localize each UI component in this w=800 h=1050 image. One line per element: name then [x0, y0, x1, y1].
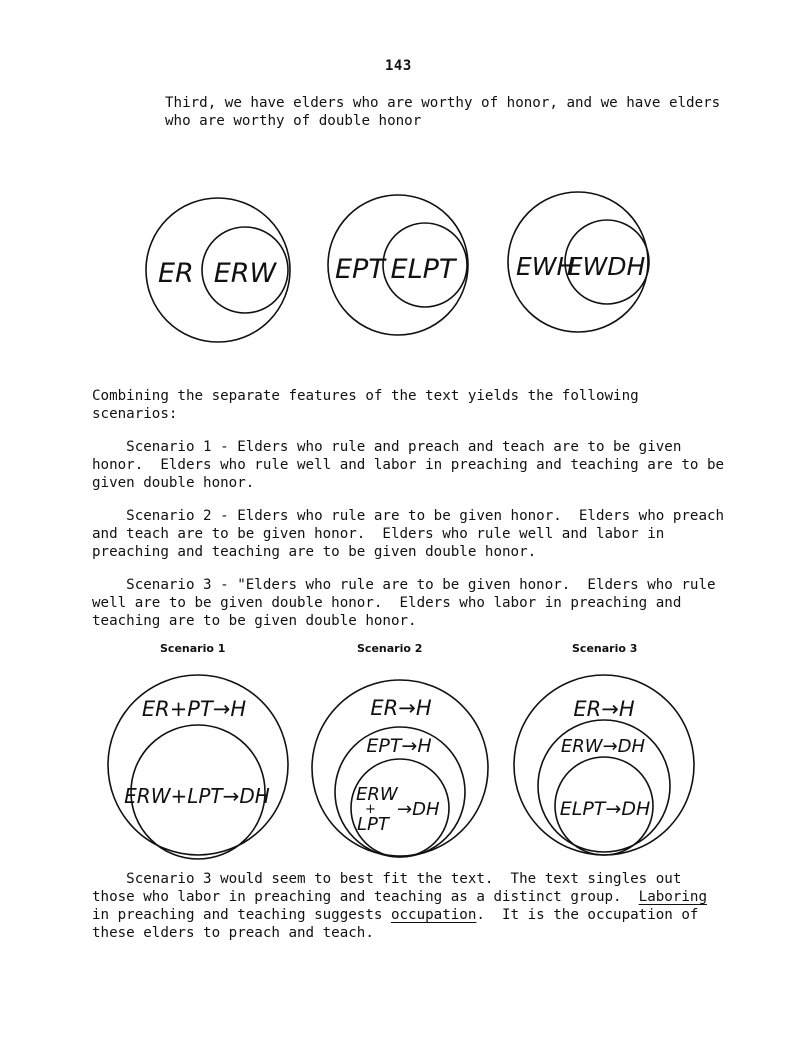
scenario-1-line: given double honor. [92, 475, 255, 491]
outer-set-label: EPT [335, 254, 385, 285]
inner-set-label-plus: + [365, 802, 376, 817]
intro-line: who are worthy of double honor [165, 113, 422, 129]
conclusion-line-part: those who labor in preaching and teaching as a distinct group. [92, 889, 639, 905]
scenario-3-diagram [514, 675, 694, 855]
outer-set-label: ER→H [370, 696, 432, 720]
scenario-2-paragraph [92, 507, 724, 561]
middle-set-label: EPT→H [366, 735, 432, 757]
diagram-elders-rule [146, 198, 290, 342]
inner-set-label: ERW [213, 258, 277, 289]
scenario-2-line: and teach are to be given honor. Elders who rule well and labor in [92, 526, 665, 542]
scenario-3-paragraph [92, 576, 716, 630]
scenario-2-line: preaching and teaching are to be given double honor. [92, 544, 537, 560]
combining-line: Combining the separate features of the text yields the following [92, 388, 639, 404]
inner-set-label: EWDH [566, 252, 646, 281]
intro-line: Third, we have elders who are worthy of honor, and we have elders [165, 95, 721, 111]
combining-line: scenarios: [92, 406, 178, 422]
scenario-2-diagram [312, 680, 488, 857]
underlined-term: Laboring [638, 889, 708, 905]
scenario-3-title: Scenario 3 [572, 642, 638, 655]
scenario-1-line: Scenario 1 - Elders who rule and preach and teach are to be given [92, 439, 682, 455]
page-number: 143 [385, 58, 412, 74]
outer-set-label: EWH [516, 252, 576, 281]
scenario-3-line: well are to be given double honor. Elders who labor in preaching and [92, 595, 682, 611]
inner-set-label: ELPT [390, 254, 456, 285]
diagram-elders-worthy-honor [508, 192, 649, 332]
scenario-1-title: Scenario 1 [160, 642, 226, 655]
outer-set-label: ER→H [573, 697, 635, 721]
diagram-elders-preach-teach [328, 195, 468, 335]
outer-set-label: ER+PT→H [141, 697, 247, 721]
scenario-1-paragraph [92, 438, 724, 492]
middle-set-label: ERW→DH [560, 736, 646, 757]
scenario-2-line: Scenario 2 - Elders who rule are to be given honor. Elders who preach [92, 508, 725, 524]
scenario-3-line: Scenario 3 - "Elders who rule are to be given honor. Elders who rule [92, 577, 716, 593]
inner-set-result: →DH [397, 799, 440, 820]
inner-set-label: ELPT→DH [559, 798, 651, 820]
outer-set-label: ER [158, 258, 194, 289]
conclusion-line: Scenario 3 would seem to best fit the text. The text singles out [92, 871, 682, 887]
scenario-3-line: teaching are to be given double honor. [92, 613, 417, 629]
scenario-1-diagram [108, 675, 288, 859]
conclusion-line-part: . It is the occupation of [476, 907, 699, 923]
scenario-1-line: honor. Elders who rule well and labor in preaching and teaching are to be [92, 457, 725, 473]
combining-paragraph [92, 387, 639, 423]
inner-set-label-part: ERW [356, 784, 398, 805]
scenario-2-title: Scenario 2 [357, 642, 423, 655]
conclusion-line: these elders to preach and teach. [92, 925, 374, 941]
inner-set-label: ERW+LPT→DH [124, 784, 270, 808]
underlined-term: occupation [390, 907, 477, 923]
conclusion-paragraph [92, 870, 707, 942]
inner-set-label-part: LPT [357, 814, 389, 835]
conclusion-line-part: in preaching and teaching suggests [92, 907, 391, 923]
